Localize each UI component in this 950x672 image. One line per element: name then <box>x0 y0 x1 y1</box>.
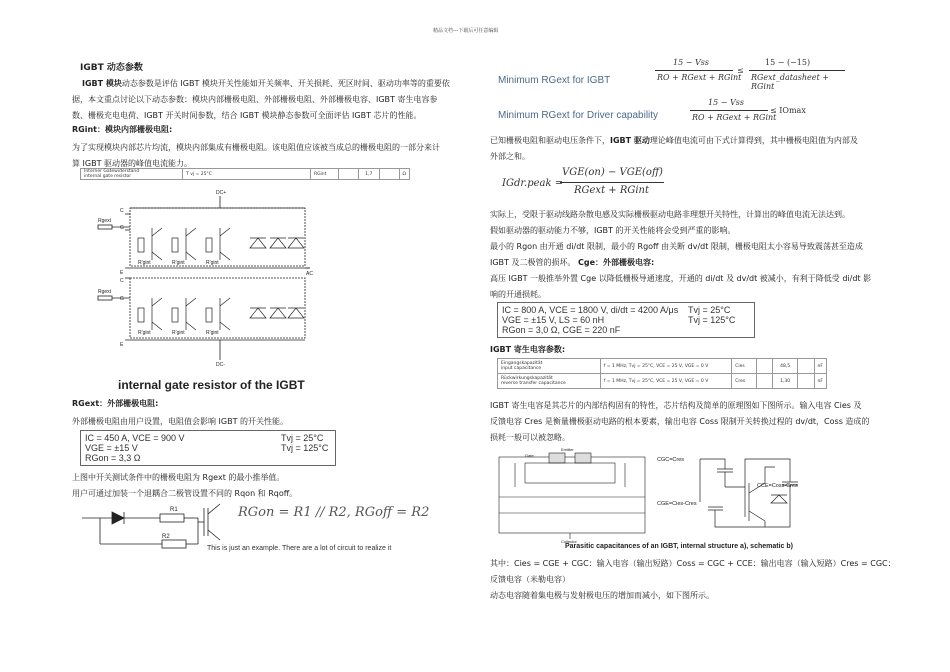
cap-line-3: 损耗一般可以被忽略。 <box>490 433 570 442</box>
cge-line-2: 响的开通损耗。 <box>490 290 546 299</box>
peak-lhs: IGdr.peak = <box>502 178 564 189</box>
cap-line-2: 反馈电容 Cres 是衡量栅极驱动电路的根本要素，输出电容 Coss 限制开关转换过程的 dv/dt，Coss 造成的 <box>490 417 870 426</box>
example-note: This is just an example. There are a lot of circuit to realize it <box>207 545 392 552</box>
c-label-top: C <box>120 208 124 214</box>
param-value: 1,7 <box>359 169 379 180</box>
peak-line-a: 已知栅极电阻和驱动电压条件下， <box>490 136 610 145</box>
cond-temp-2: Tvj = 125°C <box>281 443 329 453</box>
rgint-spec-table <box>80 168 410 180</box>
rgint-heading: RGint：模块内部栅极电阻: <box>72 125 173 134</box>
cge-test-condition-box <box>497 302 755 338</box>
cap-name-en: reverse transfer capacitance <box>501 381 566 386</box>
peak-line-2: 外部之和。 <box>490 152 530 161</box>
parasitic-capacitance-figure <box>495 447 815 543</box>
rgint-label-1: R'gint <box>138 260 151 266</box>
param-name-de: Interner Gatewiderstand <box>84 169 140 174</box>
igbt-schematic <box>700 459 798 527</box>
formula-paragraph <box>490 556 900 604</box>
f2-denominator: RO + RGext + RGint <box>692 113 777 122</box>
min-rgext-igbt-label: Minimum RGext for IGBT <box>498 75 611 86</box>
f2-numerator: 15 − Vss <box>708 98 744 107</box>
r2-label: R2 <box>162 534 170 540</box>
empty-cell <box>797 374 814 389</box>
r1-label: R1 <box>170 507 178 513</box>
f1-leq: ≤ <box>737 66 744 75</box>
cond-line-1: IC = 450 A, VCE = 900 V <box>85 433 185 443</box>
intro-line-1: 动态参数是评估 IGBT 模块开关性能如开关频率、开关损耗、死区时间、驱动功率等的重要依 <box>121 79 450 88</box>
rgint-line-2: 算 IGBT 驱动器的峰值电流能力。 <box>72 159 193 168</box>
f1-denominator-1: RO + RGext + RGint <box>657 73 742 82</box>
empty-cell <box>797 359 814 374</box>
f2-rhs: ≤ IOmax <box>770 106 806 115</box>
f1-fraction-bar-2 <box>749 70 845 71</box>
cap-name-cell <box>498 374 601 389</box>
intro-line-2: 据，本文重点讨论以下动态参数：模块内部栅极电阻、外部栅极电阻、外部栅极电容、IGBT 寄生电容参 <box>72 95 438 104</box>
min-rgext-driver-label: Minimum RGext for Driver capability <box>498 110 659 121</box>
peak-line-b: IGBT 驱动 <box>610 136 650 145</box>
cap-name-de: Rückwirkungskapazität <box>501 376 553 381</box>
cge-paragraph <box>490 271 895 303</box>
cap-paragraph <box>490 398 895 446</box>
e-label-top: E <box>120 270 124 276</box>
capacitance-spec-table <box>497 358 827 389</box>
rgext-label-top: Rgext <box>98 218 112 224</box>
body-paragraph <box>490 207 895 271</box>
rgext-line-1: 上图中开关测试条件中的栅极电阻为 Rgext 的最小推举值。 <box>72 473 285 482</box>
f2-fraction-bar <box>690 110 768 111</box>
intro-bold: IGBT 模块 <box>82 79 122 88</box>
min-rgext-driver-formula <box>690 98 840 130</box>
example-formula: RGon = R1 // R2, RGoff = R2 <box>238 505 430 520</box>
cap-condition: f = 1 MHz, Tvj = 25°C, VCE = 25 V, VGE = 0 V <box>600 359 731 374</box>
rgint-label-2: R'gint <box>172 260 185 266</box>
collector-label: Collector <box>561 539 577 543</box>
peak-numerator: VGE(on) − VGE(off) <box>562 167 663 178</box>
rgext-test-condition-box <box>80 430 336 466</box>
rgext-paragraph <box>72 470 297 502</box>
g-label-top: G <box>120 225 124 231</box>
cap-value: 48,5 <box>773 359 798 374</box>
body-line-2: 假如驱动器的驱动能力不够，IGBT 的开关性能将会受到严重的影响。 <box>490 226 736 235</box>
intro-line-3: 数、栅极充电电荷、IGBT 开关时间参数，结合 IGBT 模块静态参数可全面评估 IGBT 芯片的性能。 <box>72 111 422 120</box>
peak-current-formula <box>502 166 672 202</box>
gate-label: Gate <box>525 453 534 458</box>
cap-unit: nF <box>814 374 826 389</box>
body-line-1: 实际上，受限于驱动线路杂散电感及实际栅极驱动电路非理想开关特性，计算出的峰值电流无法达到。 <box>490 210 850 219</box>
f1-fraction-bar-1 <box>655 70 733 71</box>
cge-line-1: 高压 IGBT 一般推举外置 Cge 以降低栅极导通速度，开通的 di/dt 及 dv/dt 被减小，有利于降低受 di/dt 影 <box>490 274 872 283</box>
cce-label: CCE=Coss-Cres <box>757 483 798 489</box>
peak-denominator: RGext + RGint <box>574 185 650 196</box>
cge-cond-line-3: RGon = 3,0 Ω, CGE = 220 nF <box>502 325 621 335</box>
emitter-label: Emitter <box>561 447 574 452</box>
cond-line-2: VGE = ±15 V <box>85 443 138 453</box>
cond-temp-1: Tvj = 25°C <box>281 433 324 443</box>
peak-current-paragraph <box>490 133 890 165</box>
table-row <box>498 374 827 389</box>
top-switch-group <box>138 228 304 260</box>
igbt-internal-structure <box>499 453 645 539</box>
dc-minus-label: DC- <box>216 362 225 368</box>
peak-fraction-bar <box>560 182 664 183</box>
rgext-label-bottom: Rgext <box>98 289 112 295</box>
body-line-4: IGBT 及二极管的损坏。 <box>490 258 576 267</box>
section-title: IGBT 动态参数 <box>80 63 143 73</box>
f1-denominator-2: RGext_datasheet + RGint <box>751 73 829 91</box>
cge-cond-temp-2: Tvj = 125°C <box>688 315 736 325</box>
rgext-heading: RGext：外部栅极电阻: <box>72 399 159 408</box>
final-line: 动态电容随着集电极与发射极电压的增加而减小，如下图所示。 <box>490 591 714 600</box>
table-row <box>81 169 410 180</box>
cge-cond-line-1: IC = 800 A, VCE = 1800 V, di/dt = 4200 A/μs <box>502 305 679 315</box>
cge-cond-line-2: VGE = ±15 V, LS = 60 nH <box>502 315 605 325</box>
param-symbol: RGint <box>310 169 338 180</box>
cap-symbol: Cres <box>732 374 757 389</box>
cap-line-1: IGBT 寄生电容是其芯片的内部结构固有的特性，芯片结构及简单的原理图如下图所示。输入电容 Cies 及 <box>490 401 862 410</box>
dc-plus-label: DC+ <box>216 190 227 196</box>
cap-value: 1,30 <box>773 374 798 389</box>
cge-cond-temp-1: Tvj = 25°C <box>688 305 731 315</box>
param-unit: Ω <box>399 169 409 180</box>
cap-name-de: Eingangskapazität <box>501 361 543 366</box>
param-name-en: internal gate resistor <box>84 174 132 179</box>
bottom-switch-group <box>138 298 304 330</box>
rgint-label-6: R'gint <box>206 330 219 336</box>
half-bridge-circuit-diagram <box>80 188 320 368</box>
cgc-label: CGC=Cres <box>657 457 685 463</box>
rgint-label-3: R'gint <box>206 260 219 266</box>
circuit-caption: internal gate resistor of the IGBT <box>118 378 305 392</box>
cap-name-cell <box>498 359 601 374</box>
f1-numerator-1: 15 − Vss <box>673 58 709 67</box>
cge-label: CGE=Cies-Cres <box>657 501 697 507</box>
rgint-label-4: R'gint <box>138 330 151 336</box>
cap-condition: f = 1 MHz, Tvj = 25°C, VCE = 25 V, VGE = 0 V <box>600 374 731 389</box>
c-label-bottom: C <box>120 278 124 284</box>
body-line-3: 最小的 Rgon 由开通 di/dt 限制，最小的 Rgoff 由关断 dv/dt 限制，栅极电阻太小容易导致震荡甚至造成 <box>490 242 863 251</box>
min-rgext-igbt-formula <box>655 58 845 90</box>
empty-cell <box>756 374 773 389</box>
rgint-line-1: 为了实现模块内部芯片均流，模块内部集成有栅极电阻。该电阻值应该被当成总的栅极电阻的一部分来计 <box>72 143 440 152</box>
empty-cell <box>379 169 399 180</box>
empty-cell <box>756 359 773 374</box>
empty-cell <box>339 169 359 180</box>
intro-paragraph <box>72 76 467 124</box>
ac-label: AC <box>306 271 313 277</box>
g-label-bottom: G <box>120 296 124 302</box>
cge-heading: Cge：外部栅极电容: <box>578 258 655 267</box>
cap-heading: IGBT 寄生电容参数: <box>490 345 566 354</box>
peak-line-c: 理论峰值电流可由下式计算得到，其中栅极电阻值为内部及 <box>649 136 858 145</box>
cond-line-3: RGon = 3,3 Ω <box>85 453 141 463</box>
page-header: 精品文档---下载后可任意编辑 <box>433 28 499 34</box>
formula-line-2: 反馈电容（米勒电容） <box>490 575 570 584</box>
rgext-line: 外部栅极电阻由用户设置，电阻值会影响 IGBT 的开关性能。 <box>72 417 289 426</box>
f1-numerator-2: 15 − (−15) <box>765 58 811 67</box>
figure-caption: Parasitic capacitances of an IGBT, internal structure a), schematic b) <box>565 543 793 550</box>
cap-symbol: Cies <box>732 359 757 374</box>
table-row <box>498 359 827 374</box>
rgint-label-5: R'gint <box>172 330 185 336</box>
rgext-line-2: 用户可通过加装一个退耦合二极管设置不同的 Rqon 和 Rqoff。 <box>72 489 298 498</box>
e-label-bottom: E <box>120 342 124 348</box>
cap-unit: nF <box>814 359 826 374</box>
cap-name-en: input capacitance <box>501 366 542 371</box>
param-name-cell <box>81 169 183 180</box>
formula-line-1: 其中：Cies = CGE + CGC：输入电容（输出短路）Coss = CGC + CCE：输出电容（输入短路）Cres = CGC： <box>490 559 896 568</box>
param-condition: T vj = 25°C <box>183 169 311 180</box>
